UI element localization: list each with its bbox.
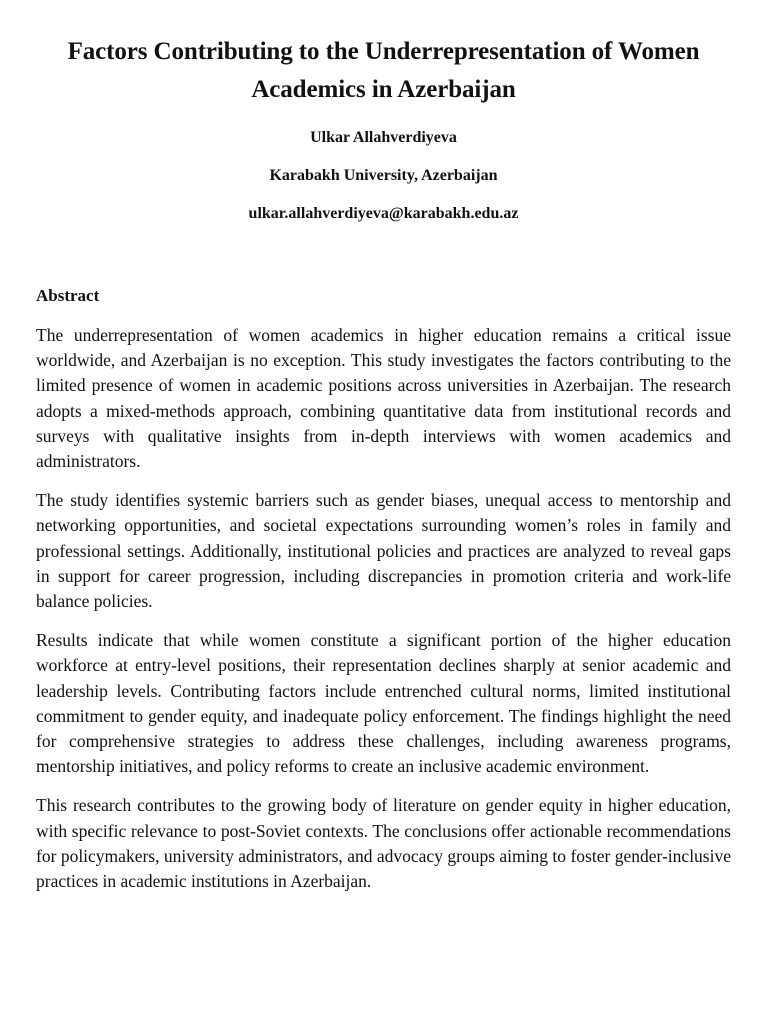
paper-title: Factors Contributing to the Underrepresentation of Women Academics in Azerbaijan xyxy=(67,38,700,103)
author-name: Ulkar Allahverdiyeva xyxy=(310,129,457,146)
abstract-heading: Abstract xyxy=(36,286,100,305)
abstract-paragraph-4: This research contributes to the growing body of literature on gender equity in higher education, with specific relevance to post-Soviet contexts. The conclusions offer actionable recommendations for policymakers, university administrators, and advocacy groups aiming to foster gender-inclusive practices in academic institutions in Azerbaijan. xyxy=(36,795,731,892)
abstract-paragraph-2: The study identifies systemic barriers such as gender biases, unequal access to mentorship and networking opportunities, and societal expectations surrounding women’s roles in family and professional settings. Additionally, institutional policies and practices are analyzed to reveal gaps in support for career progression, including discrepancies in promotion criteria and work-life balance policies. xyxy=(36,490,731,612)
author-email: ulkar.allahverdiyeva@karabakh.edu.az xyxy=(248,205,519,222)
author-affiliation: Karabakh University, Azerbaijan xyxy=(269,167,498,184)
abstract-paragraph-3: Results indicate that while women constitute a significant portion of the higher education workforce at entry-level positions, their representation declines sharply at senior academic and leadership levels. Contributing factors include entrenched cultural norms, limited institutional commitment to gender equity, and inadequate policy enforcement. The findings highlight the need for comprehensive strategies to address these challenges, including awareness programs, mentorship initiatives, and policy reforms to create an inclusive academic environment. xyxy=(36,630,731,777)
abstract-paragraph-1: The underrepresentation of women academics in higher education remains a critical issue worldwide, and Azerbaijan is no exception. This study investigates the factors contributing to the limited presence of women in academic positions across universities in Azerbaijan. The research adopts a mixed-methods approach, combining quantitative data from institutional records and surveys with qualitative insights from in-depth interviews with women academics and administrators. xyxy=(36,325,731,472)
